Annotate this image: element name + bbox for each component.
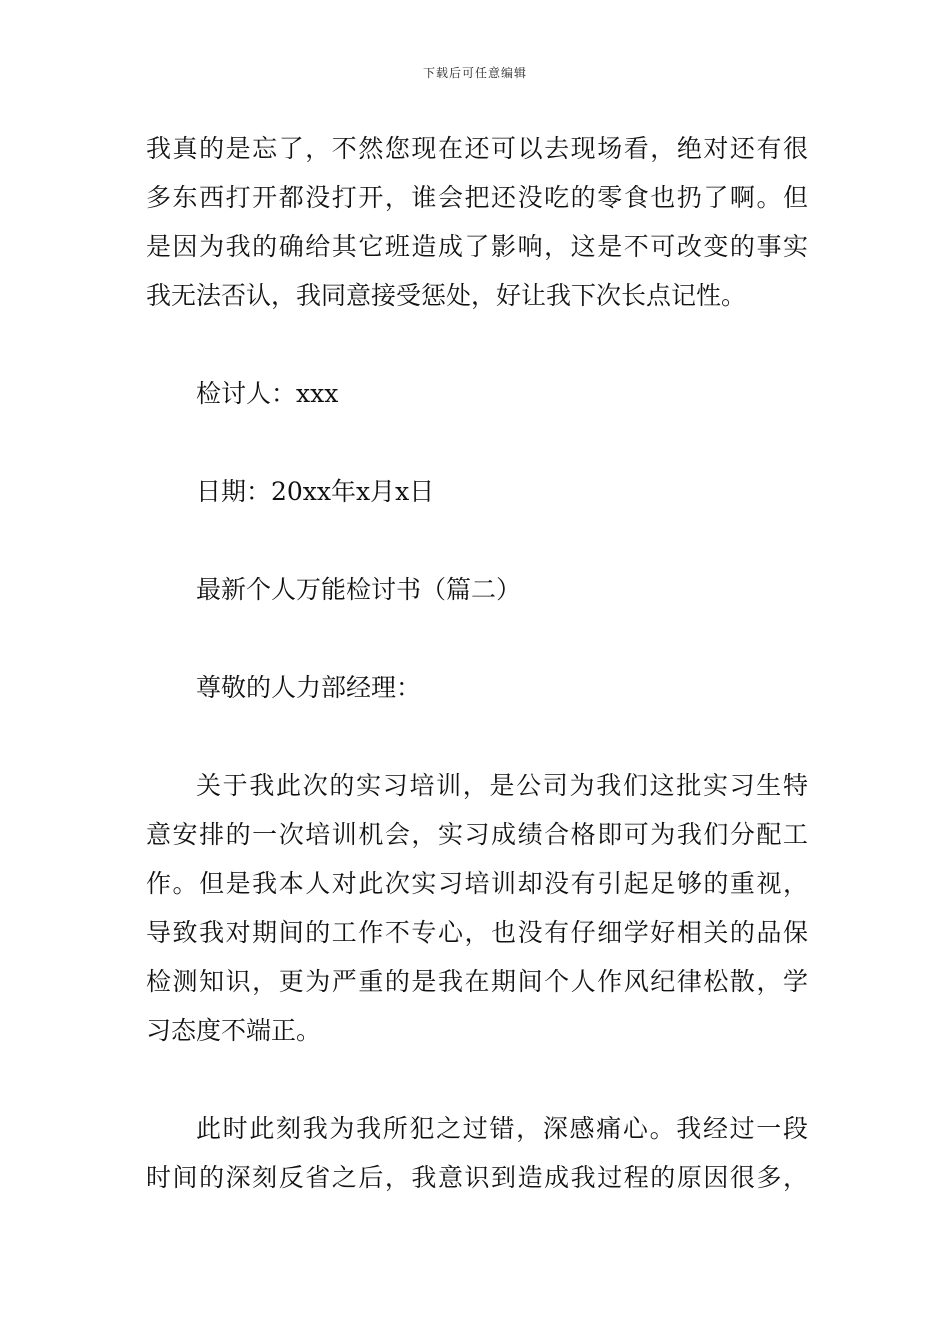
text-line: 多东西打开都没打开，谁会把还没吃的零食也扔了啊。但: [146, 183, 808, 212]
paragraph-apology-end: [146, 124, 808, 320]
text-line: 作。但是我本人对此次实习培训却没有引起足够的重视，: [146, 869, 808, 898]
paragraph-gap: [146, 1055, 808, 1104]
paragraph-internship: [146, 761, 808, 1055]
paragraph-reflection: [146, 1104, 808, 1202]
paragraph-gap: [146, 712, 808, 761]
paragraph-gap: [146, 320, 808, 369]
document-body: [146, 124, 808, 1202]
text-line: 意安排的一次培训机会，实习成绩合格即可为我们分配工: [146, 820, 808, 849]
paragraph-gap: [146, 614, 808, 663]
paragraph-gap: [146, 516, 808, 565]
text-line: 导致我对期间的工作不专心，也没有仔细学好相关的品保: [146, 918, 808, 947]
text-line: 我真的是忘了，不然您现在还可以去现场看，绝对还有很: [146, 134, 808, 163]
text-line: 此时此刻我为我所犯之过错，深感痛心。我经过一段: [196, 1114, 808, 1143]
text-line: 是因为我的确给其它班造成了影响，这是不可改变的事实: [146, 232, 808, 261]
reviewer-line: 检讨人：xxx: [196, 379, 339, 408]
paragraph-gap: [146, 418, 808, 467]
text-line: 检测知识，更为严重的是我在期间个人作风纪律松散，学: [146, 967, 808, 996]
date-line: 日期：20xx年x月x日: [196, 477, 435, 506]
section-title: 最新个人万能检讨书（篇二）: [196, 575, 522, 604]
text-line: 时间的深刻反省之后，我意识到造成我过程的原因很多，: [146, 1163, 808, 1192]
text-line: 我无法否认，我同意接受惩处，好让我下次长点记性。: [146, 281, 747, 310]
text-line: 习态度不端正。: [146, 1016, 322, 1045]
text-line: 关于我此次的实习培训，是公司为我们这批实习生特: [196, 771, 808, 800]
page-header: 下载后可任意编辑: [422, 66, 527, 80]
salutation: 尊敬的人力部经理：: [196, 673, 422, 702]
